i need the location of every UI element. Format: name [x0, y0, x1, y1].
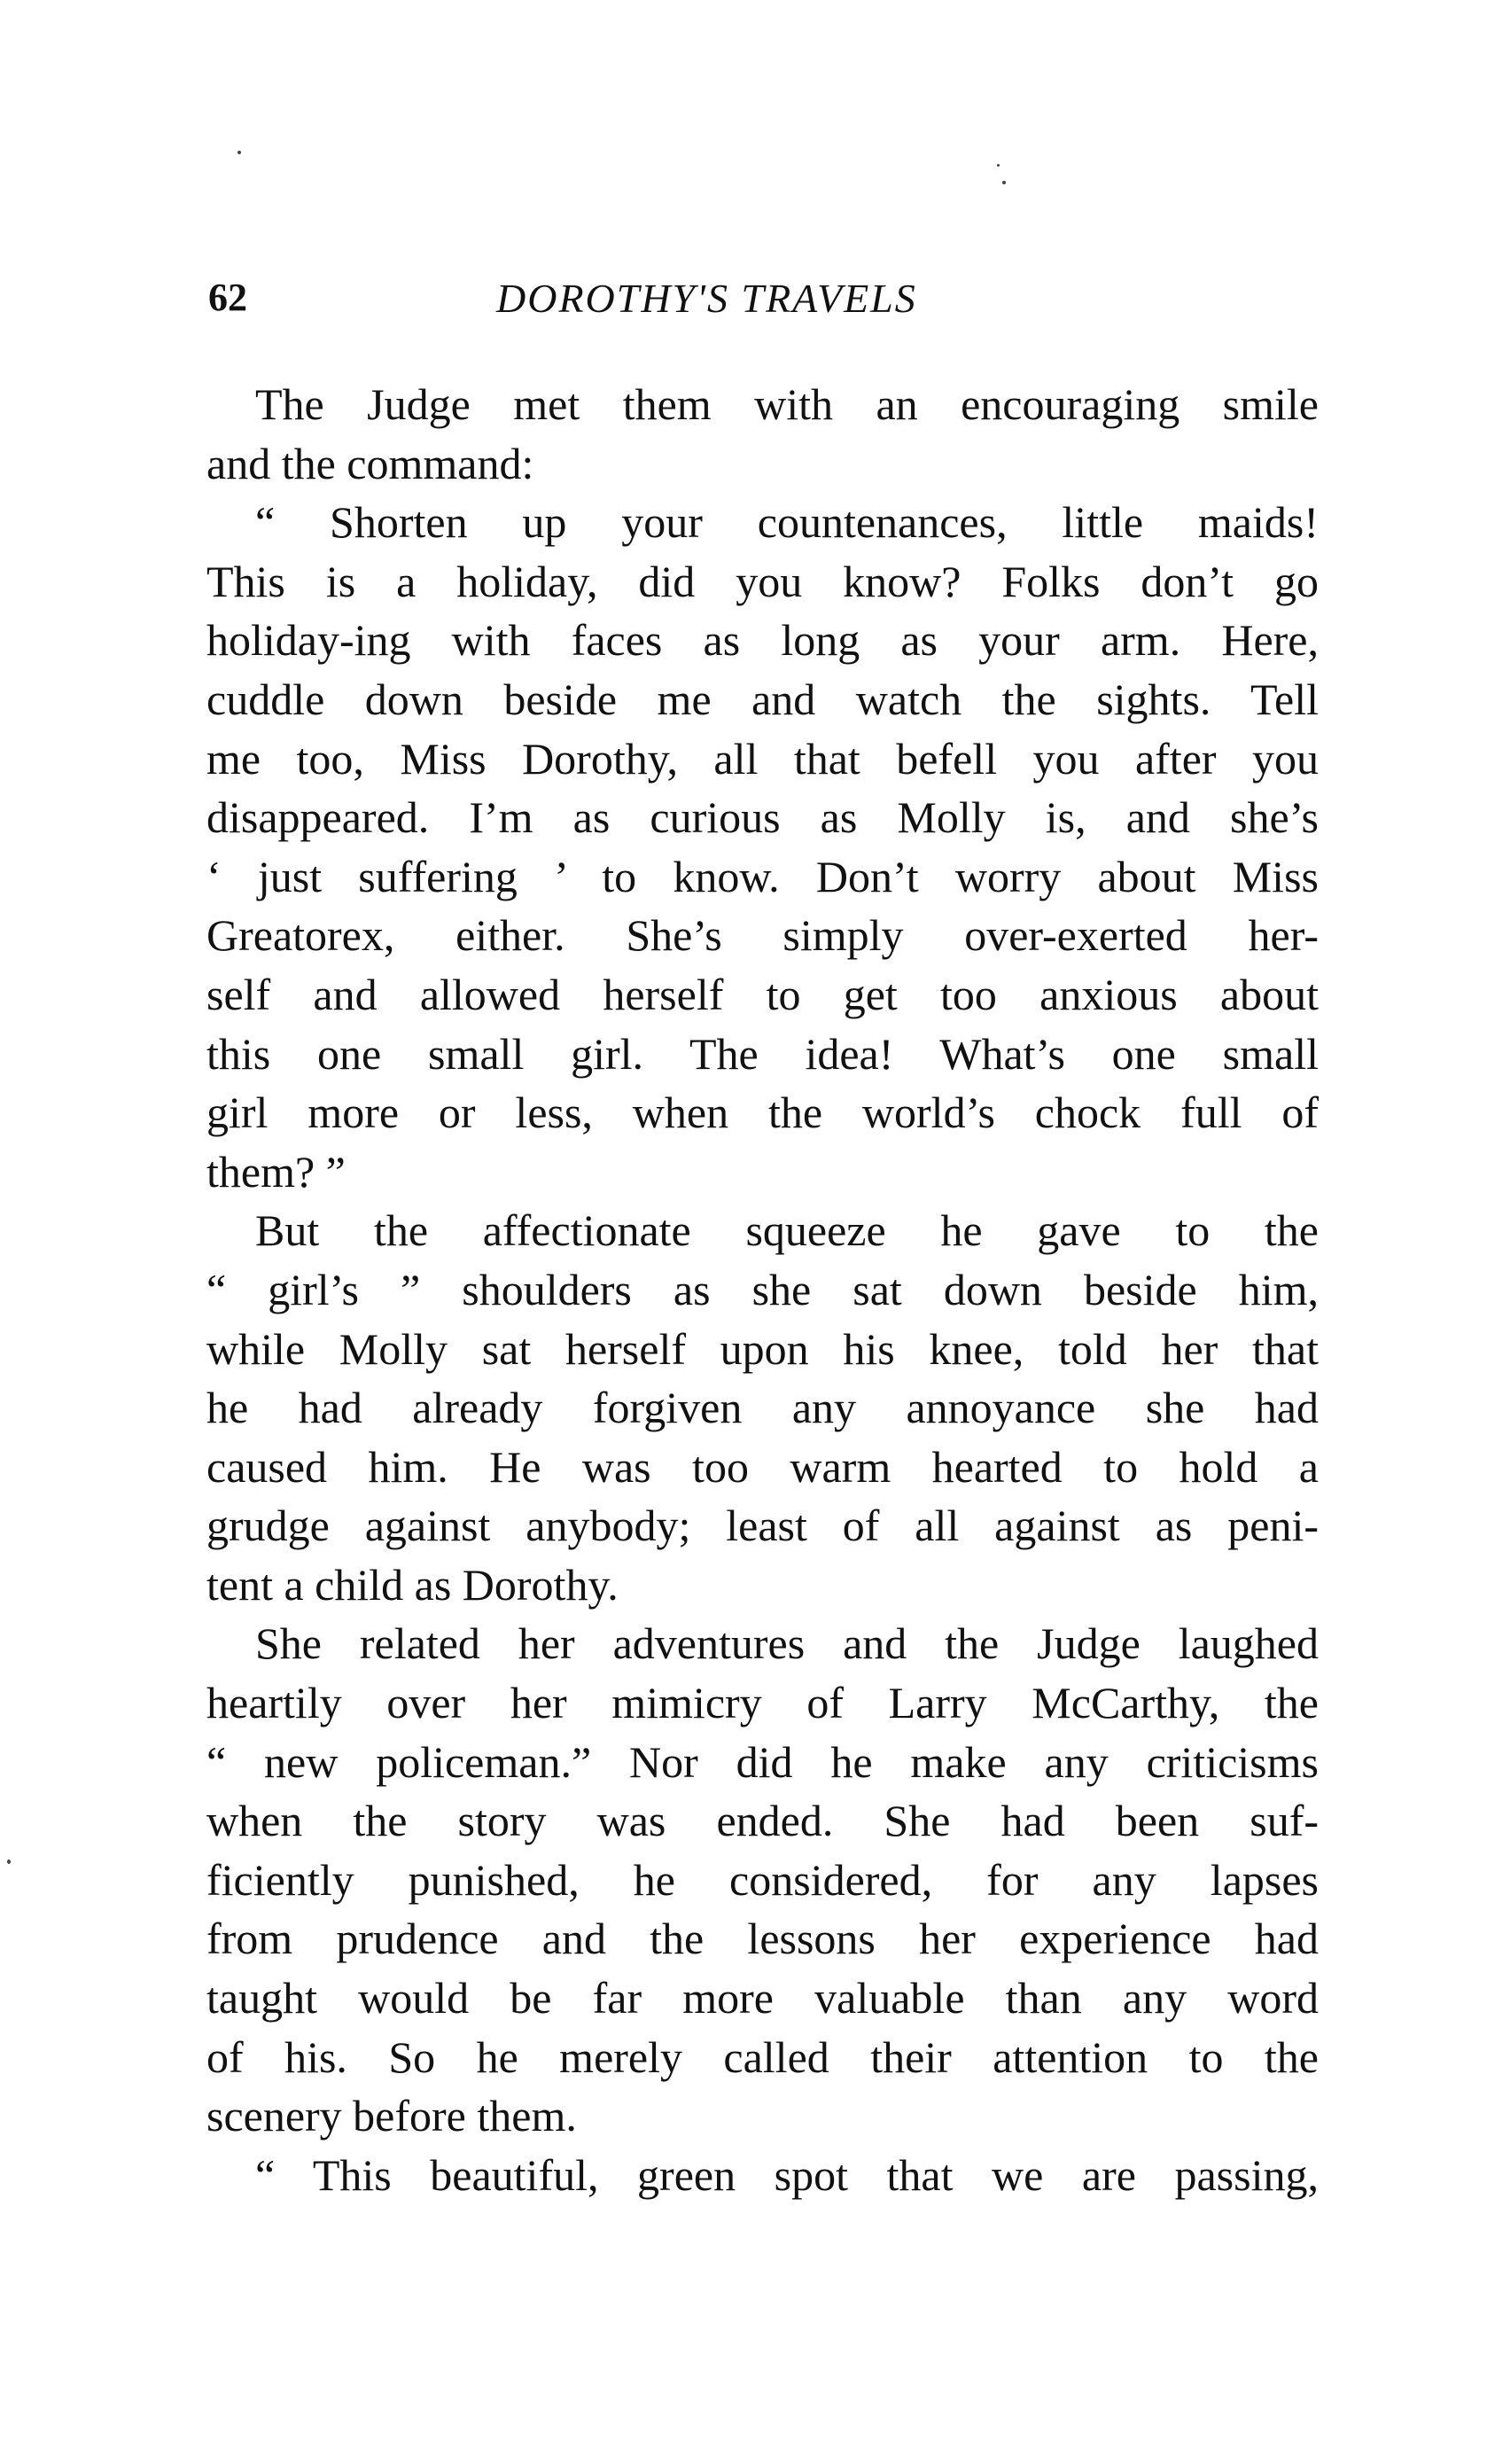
text-line: “ new policeman.” Nor did he make any criticisms [206, 1736, 1319, 1787]
scan-speck [7, 1860, 11, 1864]
text-line: ficiently punished, he considered, for any lapses [206, 1854, 1319, 1905]
text-line: grudge against anybody; least of all against as peni- [206, 1501, 1319, 1551]
body-text [206, 375, 1319, 2204]
page-header [208, 275, 1316, 337]
text-line: and the command: [206, 438, 534, 488]
text-line: This is a holiday, did you know? Folks don’t go [206, 556, 1319, 606]
text-line: while Molly sat herself upon his knee, told her that [206, 1323, 1319, 1374]
text-line: tent a child as Dorothy. [206, 1559, 619, 1610]
text-line: But the affectionate squeeze he gave to the [255, 1205, 1319, 1256]
text-line: when the story was ended. She had been suf- [206, 1796, 1319, 1846]
text-line: self and allowed herself to get too anxious about [206, 969, 1319, 1019]
text-line: girl more or less, when the world’s chock full of [206, 1088, 1319, 1138]
text-line: “ Shorten up your countenances, little maids! [255, 497, 1319, 548]
page-number: 62 [208, 276, 247, 319]
text-line: scenery before them. [206, 2091, 577, 2141]
scan-speck [1002, 181, 1006, 184]
text-line: caused him. He was too warm hearted to hold a [206, 1441, 1319, 1492]
text-line: holiday-ing with faces as long as your arm. Here, [206, 615, 1319, 666]
scan-speck [997, 164, 1000, 167]
text-line: taught would be far more valuable than any word [206, 1973, 1319, 2023]
text-line: cuddle down beside me and watch the sights. Tell [206, 674, 1319, 724]
text-line: “ girl’s ” shoulders as she sat down beside him, [206, 1264, 1319, 1314]
text-line: them? ” [206, 1146, 346, 1197]
text-line: from prudence and the lessons her experience had [206, 1914, 1319, 1964]
text-line: disappeared. I’m as curious as Molly is, and she’s [206, 792, 1319, 843]
text-line: of his. So he merely called their attention to the [206, 2031, 1319, 2082]
text-line: me too, Miss Dorothy, all that befell you after you [206, 733, 1319, 784]
running-title: DOROTHY'S TRAVELS [496, 276, 917, 321]
text-line: “ This beautiful, green spot that we are passing, [255, 2149, 1319, 2200]
text-line: this one small girl. The idea! What’s one small [206, 1028, 1319, 1079]
text-line: The Judge met them with an encouraging smile [255, 379, 1319, 429]
text-line: She related her adventures and the Judge laughed [255, 1618, 1319, 1669]
text-line: Greatorex, either. She’s simply over-exerted her- [206, 910, 1319, 961]
text-line: he had already forgiven any annoyance she had [206, 1383, 1319, 1433]
text-line: heartily over her mimicry of Larry McCarthy, the [206, 1678, 1319, 1728]
scan-speck [237, 151, 241, 154]
text-line: ‘ just suffering ’ to know. Don’t worry about Miss [206, 851, 1319, 901]
